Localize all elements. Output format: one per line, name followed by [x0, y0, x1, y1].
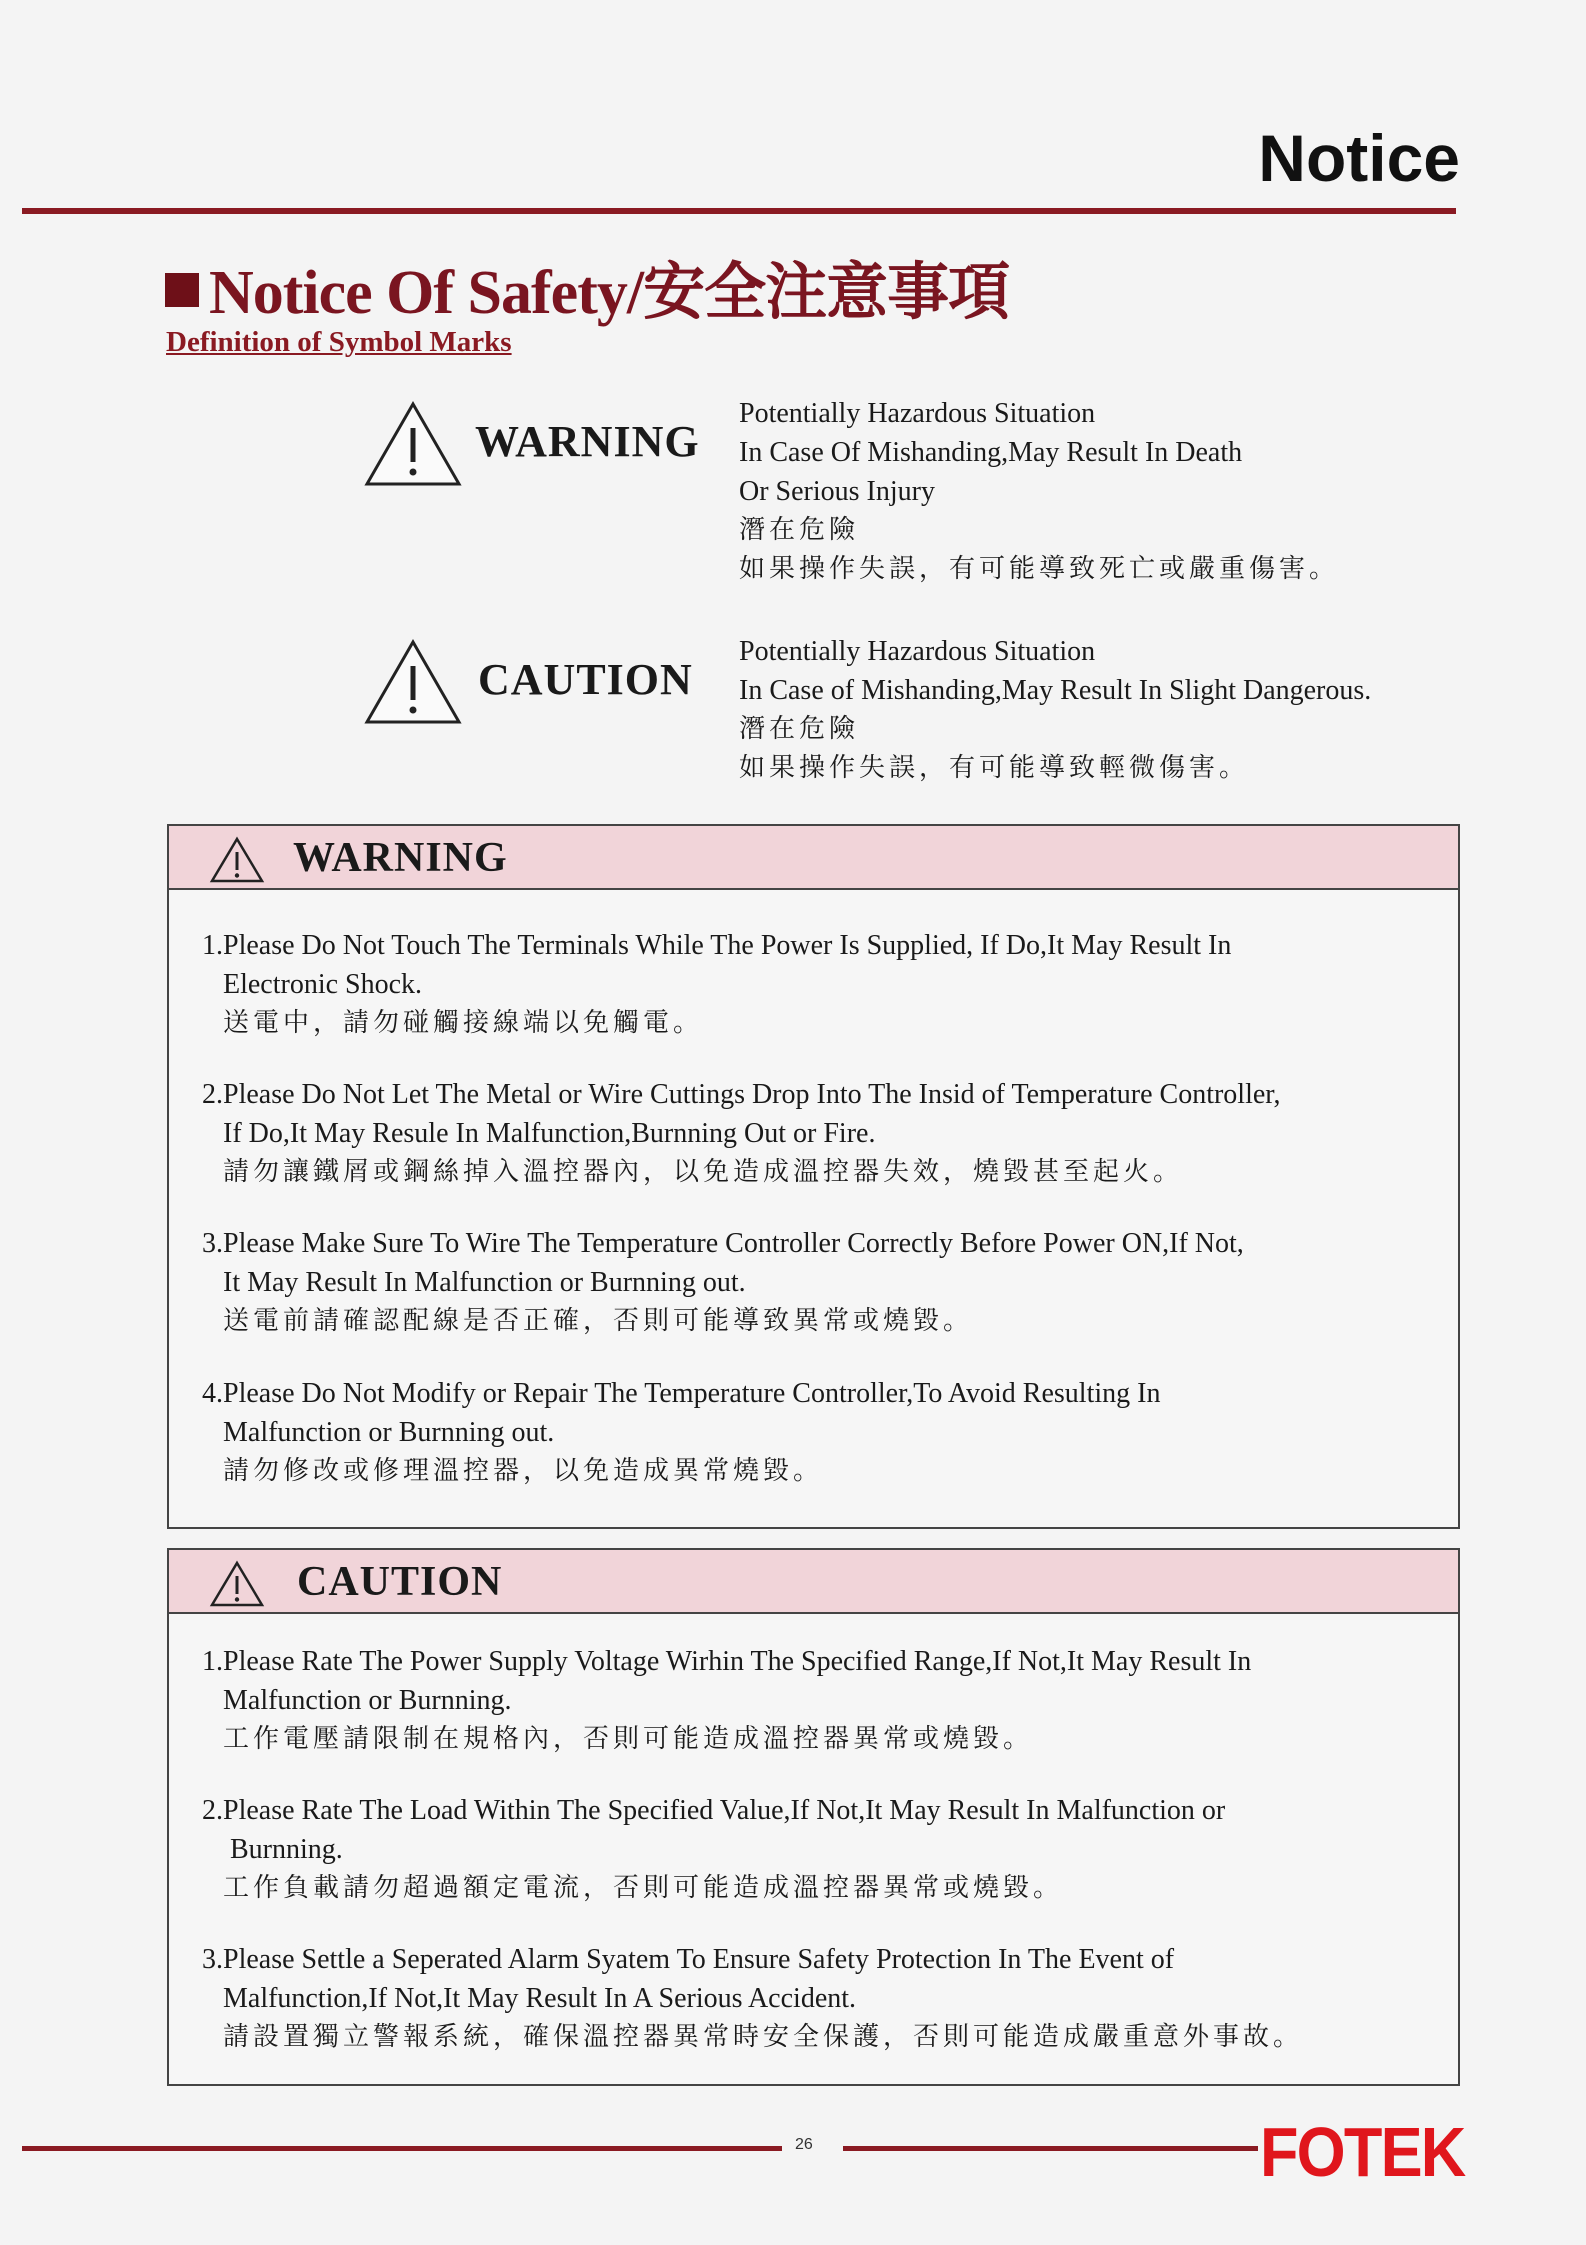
warning-symbol-label: WARNING [475, 417, 700, 466]
section-title-text: Notice Of Safety/安全注意事項 [209, 259, 1010, 327]
caution-desc-line: 如果操作失誤，有可能導致輕微傷害。 [739, 753, 1250, 783]
caution-triangle-icon [363, 638, 463, 726]
caution-symbol-label: CAUTION [478, 655, 693, 704]
warning-box [167, 824, 1460, 1529]
caution-item-zh: 工作負載請勿超過額定電流，否則可能造成溫控器異常或燒毀。 [223, 1873, 1064, 1903]
warning-desc-line: Potentially Hazardous Situation [739, 398, 1096, 429]
warning-item-text: Electronic Shock. [223, 969, 423, 1000]
caution-item-zh: 工作電壓請限制在規格內，否則可能造成溫控器異常或燒毀。 [223, 1724, 1034, 1754]
page-number: 26 [795, 2136, 813, 2153]
caution-item-text: 2.Please Rate The Load Within The Specified Value,If Not,It May Result In Malfunction or [202, 1795, 1226, 1826]
caution-item-text: Malfunction or Burnning. [223, 1685, 512, 1716]
caution-item-text: 3.Please Settle a Seperated Alarm Syatem To Ensure Safety Protection In The Event of [202, 1944, 1175, 1975]
warning-item [202, 1075, 1442, 1192]
bullet-square-icon [165, 273, 199, 307]
warning-item-zh: 請勿修改或修理溫控器，以免造成異常燒毀。 [223, 1456, 824, 1486]
caution-item-text: 1.Please Rate The Power Supply Voltage Wirhin The Specified Range,If Not,It May Result In [202, 1646, 1252, 1677]
section-title [165, 242, 1009, 331]
footer-divider-left [22, 2146, 782, 2151]
caution-item-text: Burnning. [230, 1834, 343, 1865]
caution-item [202, 1940, 1442, 2057]
footer-divider-right [843, 2146, 1258, 2151]
caution-desc-line: Potentially Hazardous Situation [739, 636, 1096, 667]
warning-item [202, 1374, 1442, 1491]
header-divider [22, 208, 1456, 214]
caution-item-zh: 請設置獨立警報系統，確保溫控器異常時安全保護，否則可能造成嚴重意外事故。 [223, 2022, 1304, 2052]
caution-item-text: Malfunction,If Not,It May Result In A Serious Accident. [223, 1983, 857, 2014]
warning-item [202, 1224, 1442, 1341]
warning-box-title: WARNING [293, 835, 508, 881]
warning-item-text: 1.Please Do Not Touch The Terminals While The Power Is Supplied, If Do,It May Result In [202, 930, 1232, 961]
warning-desc-line: 如果操作失誤，有可能導致死亡或嚴重傷害。 [739, 554, 1340, 584]
fotek-logo: FOTEK [1260, 2113, 1465, 2191]
caution-box-header [169, 1550, 1458, 1614]
warning-desc-line: Or Serious Injury [739, 476, 935, 507]
warning-symbol-description [739, 394, 1339, 589]
warning-item-text: It May Result In Malfunction or Burnning out. [223, 1267, 746, 1298]
warning-item-text: 4.Please Do Not Modify or Repair The Temperature Controller,To Avoid Resulting In [202, 1378, 1161, 1409]
page-header-title: Notice [1258, 121, 1460, 195]
warning-item-text: Malfunction or Burnning out. [223, 1417, 555, 1448]
warning-item-text: 3.Please Make Sure To Wire The Temperature Controller Correctly Before Power ON,If Not, [202, 1228, 1244, 1259]
caution-symbol-description [739, 632, 1371, 788]
warning-item-text: 2.Please Do Not Let The Metal or Wire Cuttings Drop Into The Insid of Temperature Controller, [202, 1079, 1281, 1110]
warning-item-text: If Do,It May Resule In Malfunction,Burnning Out or Fire. [223, 1118, 876, 1149]
caution-item [202, 1791, 1442, 1908]
warning-item [202, 926, 1442, 1043]
caution-triangle-icon [209, 1560, 265, 1608]
caution-box [167, 1548, 1460, 2086]
warning-desc-line: 潛在危險 [739, 515, 860, 545]
caution-item [202, 1642, 1442, 1759]
warning-triangle-icon [363, 400, 463, 488]
warning-item-zh: 送電中，請勿碰觸接線端以免觸電。 [223, 1008, 704, 1038]
caution-desc-line: 潛在危險 [739, 714, 860, 744]
warning-item-zh: 送電前請確認配線是否正確，否則可能導致異常或燒毀。 [223, 1306, 974, 1336]
warning-desc-line: In Case Of Mishanding,May Result In Death [739, 437, 1243, 468]
warning-item-zh: 請勿讓鐵屑或鋼絲掉入溫控器內，以免造成溫控器失效，燒毀甚至起火。 [223, 1157, 1184, 1187]
warning-box-header [169, 826, 1458, 890]
warning-triangle-icon [209, 836, 265, 884]
caution-desc-line: In Case of Mishanding,May Result In Slight Dangerous. [739, 675, 1372, 706]
caution-box-title: CAUTION [297, 1559, 503, 1605]
symbol-marks-heading: Definition of Symbol Marks [166, 326, 512, 358]
